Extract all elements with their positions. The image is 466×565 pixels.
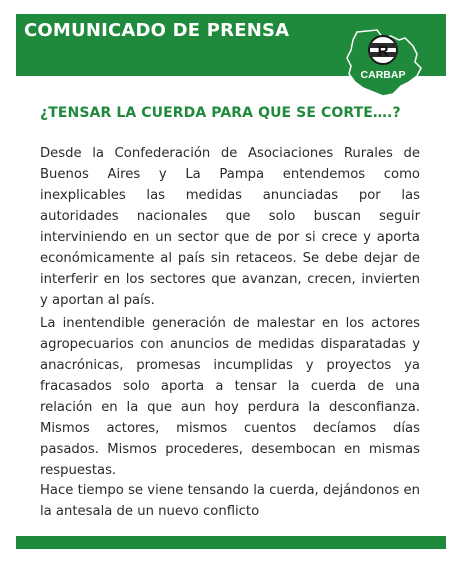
article-subtitle: ¿TENSAR LA CUERDA PARA QUE SE CORTE….? [40, 105, 401, 121]
carbap-logo-icon [343, 28, 427, 100]
footer-band [16, 536, 446, 549]
paragraph-2: La inentendible generación de malestar en los actores agropecuarios con anuncios de medidas disparatadas y anacrónicas, promesas incumplidas y proyectos ya fracasados solo aporta a tensar la cuerda de una relación en la que aun hoy perdura la desconfianza. Mismos actores, mismos cuentos decíamos días pasados. Mismos procederes, desembocan en mismas respuestas. [40, 316, 420, 478]
logo-letter: R [377, 43, 389, 60]
paragraph-1: Desde la Confederación de Asociaciones Rurales de Buenos Aires y La Pampa entendemos como inexplicables las medidas anunciadas por las autoridades nacionales que solo buscan seguir interviniendo en un sector que de por si crece y aporta económicamente al país sin retaceos. Se debe dejar de interferir en los sectores que avanzan, crecen, invierten y aportan al país. [40, 146, 420, 308]
page-title: COMUNICADO DE PRENSA [24, 20, 290, 41]
paragraph-3: Hace tiempo se viene tensando la cuerda, dejándonos en la antesala de un nuevo conflicto [40, 483, 420, 519]
logo-text: CARBAP [360, 69, 406, 81]
